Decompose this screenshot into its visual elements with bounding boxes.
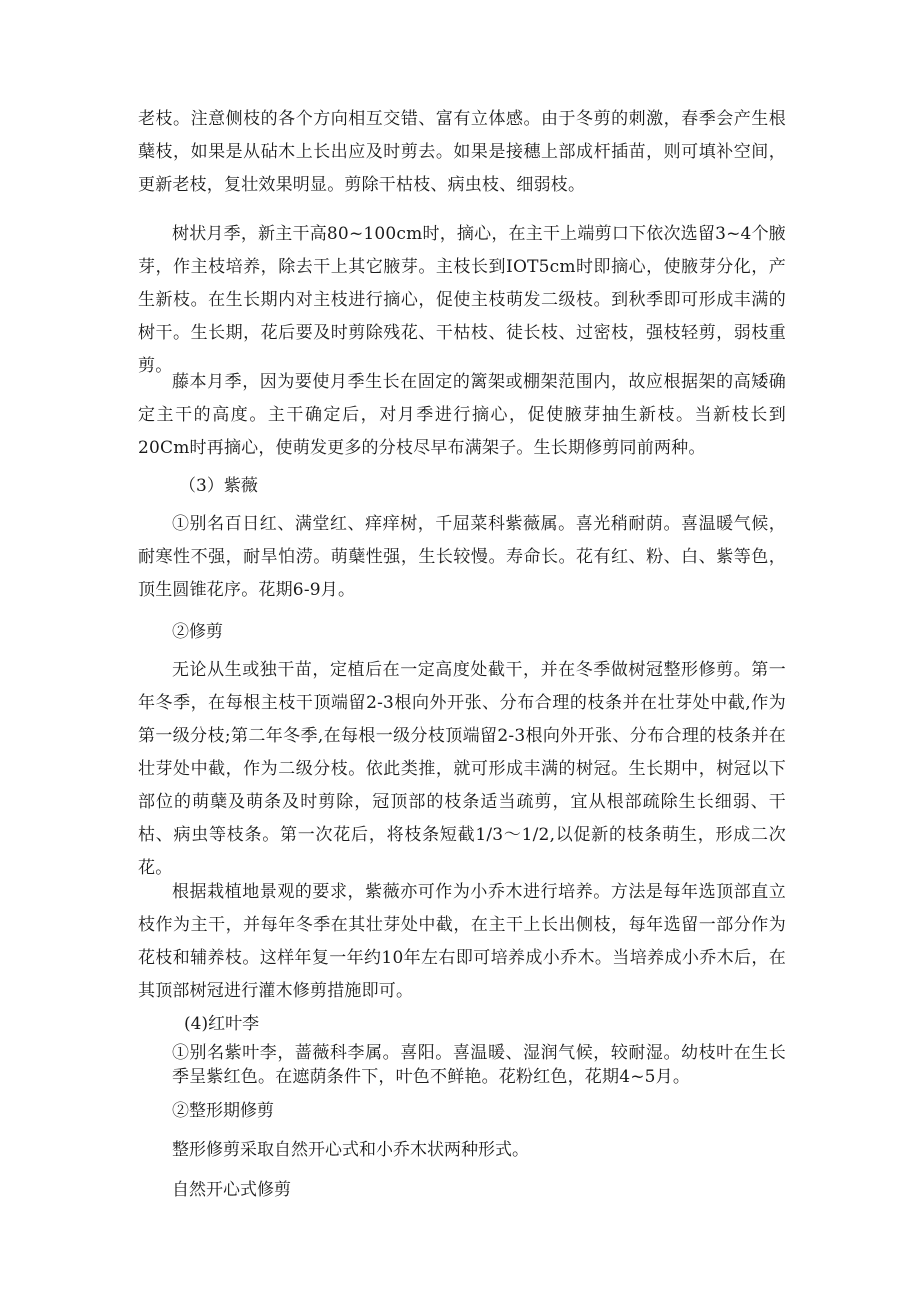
- paragraph-standard-rose: 树状月季，新主干高80~100cm时，摘心，在主干上端剪口下依次选留3~4个腋芽，作主枝培养，除去干上其它腋芽。主枝长到IOT5cm时即摘心，使腋芽分化，产生新枝。在生长期内对主枝进行摘心，促使主枝萌发二级枝。到秋季即可形成丰满的树干。生长期，花后要及时剪除残花、干枯枝、徒长枝、过密枝，强枝轻剪，弱枝重剪。: [138, 224, 786, 376]
- paragraph-pruning-forms: 整形修剪采取自然开心式和小乔木状两种形式。: [172, 1140, 529, 1160]
- subheading-shaping-pruning: ②整形期修剪: [172, 1101, 274, 1121]
- subheading-open-center-pruning: 自然开心式修剪: [172, 1180, 291, 1200]
- paragraph-old-branches: 老枝。注意侧枝的各个方向相互交错、富有立体感。由于冬剪的刺激，春季会产生根蘖枝，如果是从砧木上长出应及时剪去。如果是接穗上部成杆插苗，则可填补空间，更新老枝，复壮效果明显。剪除干枯枝、病虫枝、细弱枝。: [138, 109, 786, 195]
- paragraph-crown-pruning: 无论从生或独干苗，定植后在一定高度处截干，并在冬季做树冠整形修剪。第一年冬季，在每根主枝干顶端留2-3根向外开张、分布合理的枝条并在壮芽处中截,作为第一级分枝;第二年冬季,在每根一级分枝顶端留2-3根向外开张、分布合理的枝条并在壮芽处中截，作为二级分枝。依此类推，就可形成丰满的树冠。生长期中，树冠以下部位的萌蘖及萌条及时剪除，冠顶部的枝条适当疏剪，宜从根部疏除生长细弱、干枯、病虫等枝条。第一次花后，将枝条短截1/3～1/2,以促新的枝条萌生，形成二次花。: [138, 660, 786, 878]
- paragraph-climbing-rose: 藤本月季，因为要使月季生长在固定的篱架或棚架范围内，故应根据架的高矮确定主干的高度。主干确定后，对月季进行摘心，促使腋芽抽生新枝。当新枝长到20Cm时再摘心，使萌发更多的分枝尽早布满架子。生长期修剪同前两种。: [138, 372, 786, 458]
- paragraph-small-tree-training: 根据栽植地景观的要求，紫薇亦可作为小乔木进行培养。方法是每年选顶部直立枝作为主干，并每年冬季在其壮芽处中截，在主干上长出侧枝，每年选留一部分作为花枝和辅养枝。这样年复一年约10年左右即可培养成小乔木。当培养成小乔木后，在其顶部树冠进行灌木修剪措施即可。: [138, 882, 786, 1001]
- section-heading-crape-myrtle: （3）紫薇: [179, 476, 258, 496]
- section-heading-purple-plum: (4)红叶李: [184, 1014, 260, 1034]
- paragraph-purple-plum-intro: ①别名紫叶李，蔷薇科李属。喜阳。喜温暖、湿润气候，较耐湿。幼枝叶在生长季呈紫红色。在遮荫条件下，叶色不鲜艳。花粉红色，花期4~5月。: [172, 1043, 786, 1087]
- subheading-pruning: ②修剪: [172, 622, 223, 642]
- paragraph-crape-myrtle-intro: ①别名百日红、满堂红、痒痒树，千屈菜科紫薇属。喜光稍耐荫。喜温暖气候，耐寒性不强，耐旱怕涝。萌蘖性强，生长较慢。寿命长。花有红、粉、白、紫等色，顶生圆锥花序。花期6-9月。: [138, 514, 786, 600]
